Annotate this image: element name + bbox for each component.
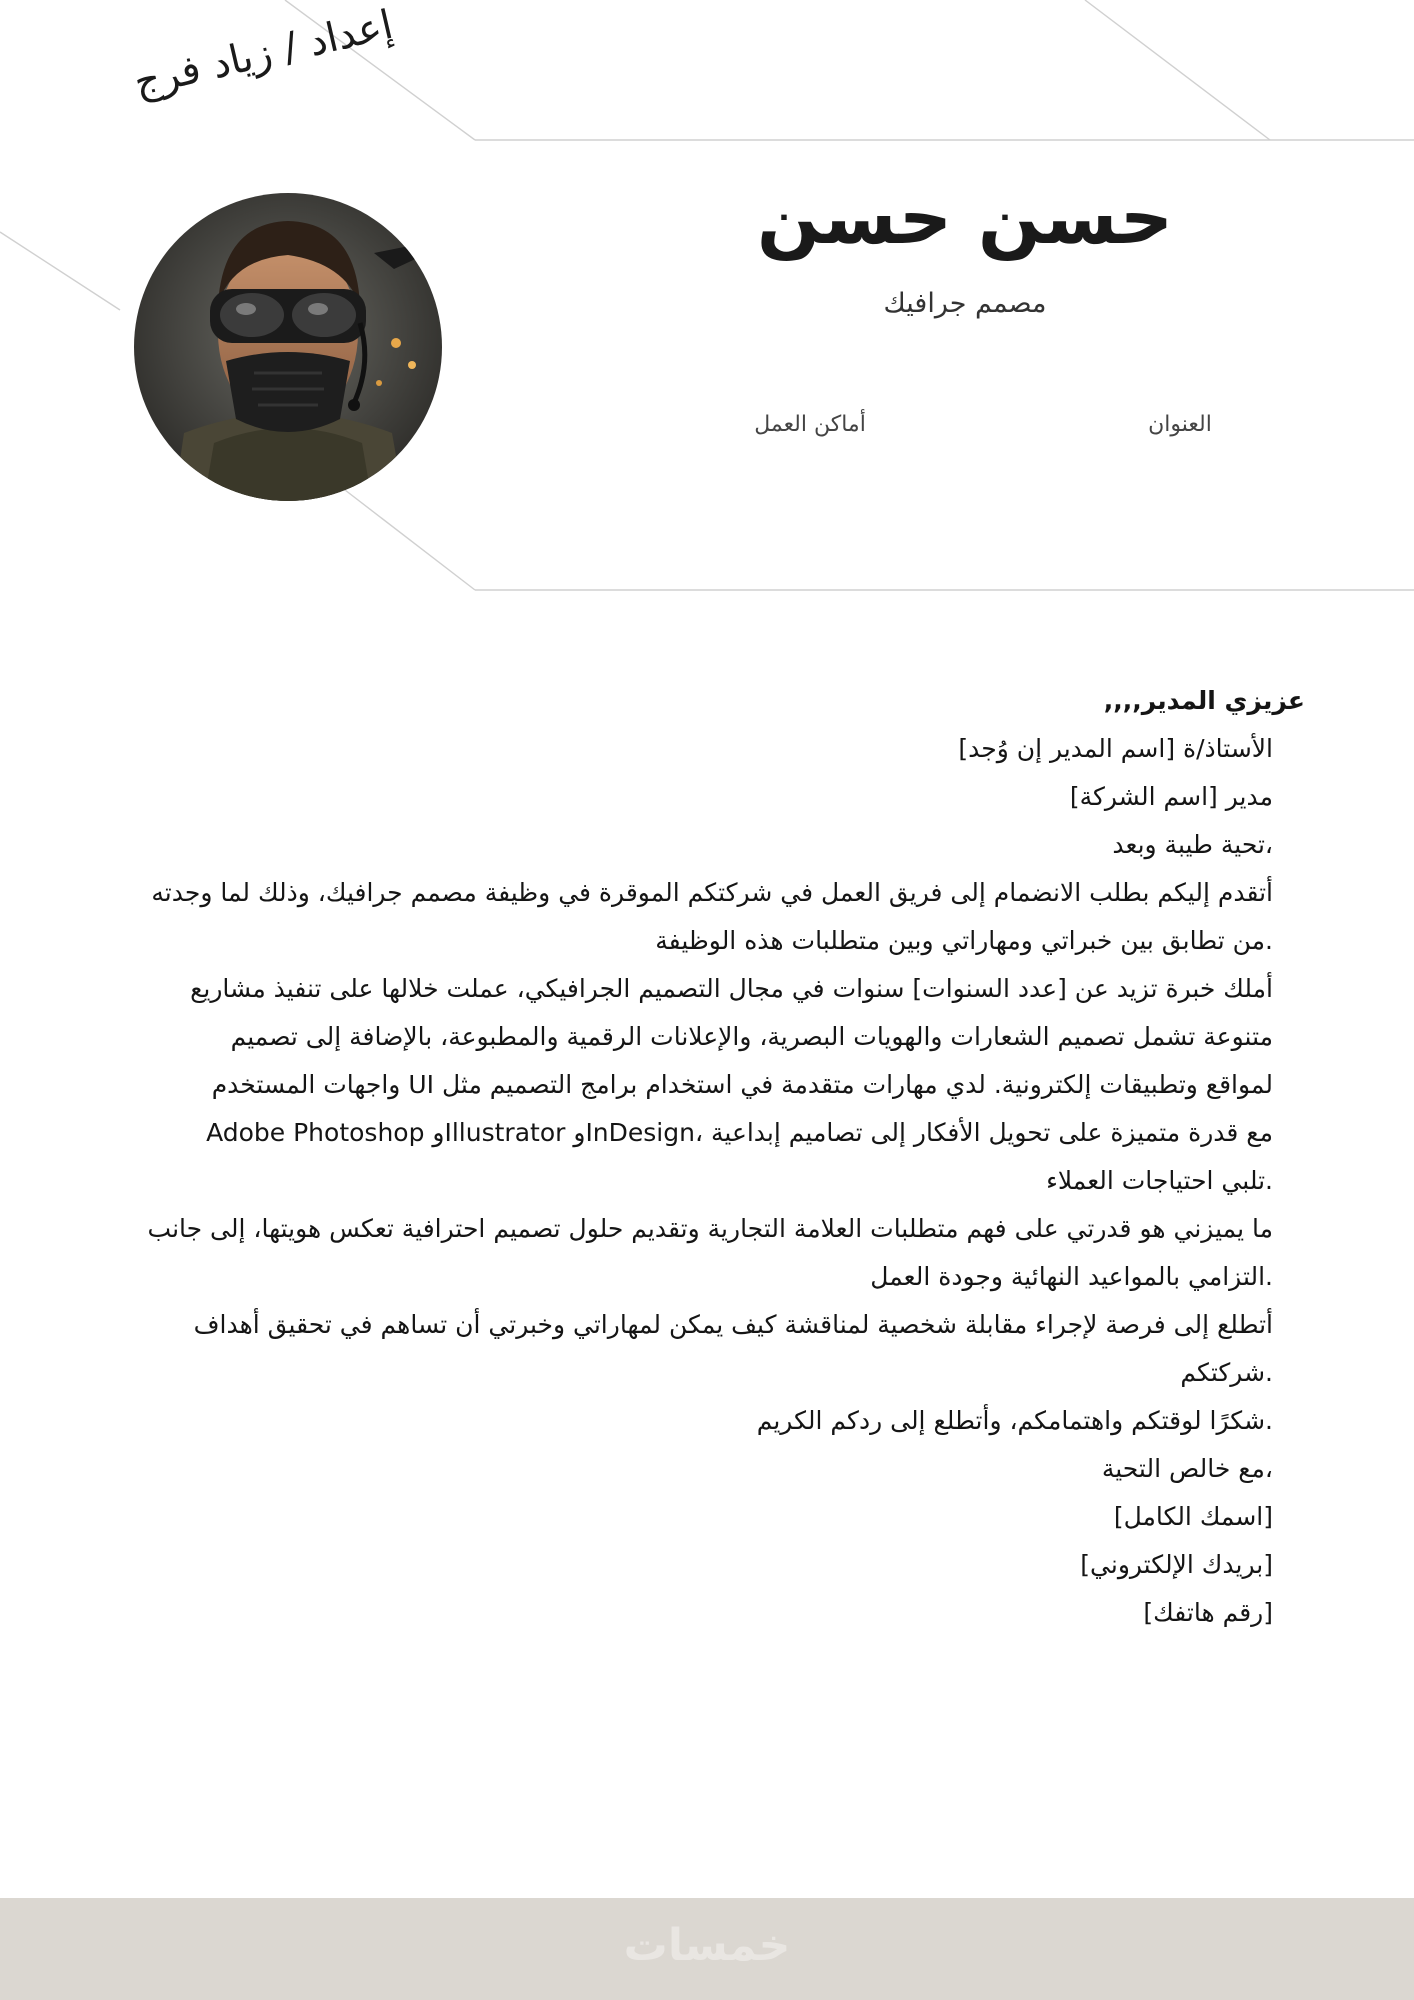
letter-line: .تلبي احتياجات العملاء: [1046, 1166, 1273, 1195]
letter-line: مدير [اسم الشركة]: [1069, 782, 1273, 811]
letter-line: أتقدم إليكم بطلب الانضمام إلى فريق العمل في شركتكم الموقرة في وظيفة مصمم جرافيك، وذلك لما وجدته: [151, 878, 1273, 907]
letter-line: الأستاذ/ة [اسم المدير إن وُجد]: [958, 734, 1273, 763]
letter-line: .شكرًا لوقتكم واهتمامكم، وأتطلع إلى ردكم الكريم: [756, 1406, 1273, 1435]
letter-line: ما يميزني هو قدرتي على فهم متطلبات العلامة التجارية وتقديم حلول تصميم احترافية تعكس هويتها، إلى جانب: [147, 1214, 1273, 1243]
letter-body: [120, 725, 1305, 1637]
address-label: العنوان: [1148, 412, 1212, 437]
author-credit: إعداد / زياد فرج: [129, 1, 398, 107]
letter-line: ،مع خالص التحية: [1101, 1454, 1273, 1483]
letter-line: [اسمك الكامل]: [1113, 1502, 1273, 1531]
letter-line: مع قدرة متميزة على تحويل الأفكار إلى تصاميم إبداعية ،InDesignو Illustratorو Adobe Photoshop: [206, 1118, 1273, 1147]
footer-watermark-logo: خمسات: [623, 1920, 791, 1971]
applicant-name: حسن حسن: [756, 175, 1174, 261]
letter-line: لمواقع وتطبيقات إلكترونية. لدي مهارات متقدمة في استخدام برامج التصميم مثل UI واجهات المستخدم: [211, 1070, 1273, 1099]
letter-line: ،تحية طيبة وبعد: [1112, 830, 1273, 859]
letter-line: .التزامي بالمواعيد النهائية وجودة العمل: [870, 1262, 1273, 1291]
cover-letter: [120, 686, 1305, 1637]
letter-line: أملك خبرة تزيد عن [عدد السنوات] سنوات في مجال التصميم الجرافيكي، عملت خلالها على تنفيذ مشاريع: [190, 974, 1273, 1003]
letter-line: أتطلع إلى فرصة لإجراء مقابلة شخصية لمناقشة كيف يمكن لمهاراتي وخبرتي أن تساهم في تحقيق أهداف: [193, 1310, 1273, 1339]
workplaces-label: أماكن العمل: [754, 412, 866, 437]
profile-photo-illustration: [134, 193, 442, 501]
footer-bar: [0, 1898, 1414, 2000]
letter-greeting: عزيزي المدير,,,,: [1103, 686, 1305, 715]
letter-line: متنوعة تشمل تصميم الشعارات والهويات البصرية، والإعلانات الرقمية والمطبوعة، بالإضافة إلى تصميم: [230, 1022, 1273, 1051]
letter-line: [رقم هاتفك]: [1143, 1598, 1273, 1627]
profile-photo: [134, 193, 442, 501]
letter-line: .شركتكم: [1180, 1358, 1273, 1387]
letter-line: [بريدك الإلكتروني]: [1080, 1550, 1273, 1579]
letter-line: .من تطابق بين خبراتي ومهاراتي وبين متطلبات هذه الوظيفة: [655, 926, 1273, 955]
job-title: مصمم جرافيك: [883, 288, 1047, 319]
